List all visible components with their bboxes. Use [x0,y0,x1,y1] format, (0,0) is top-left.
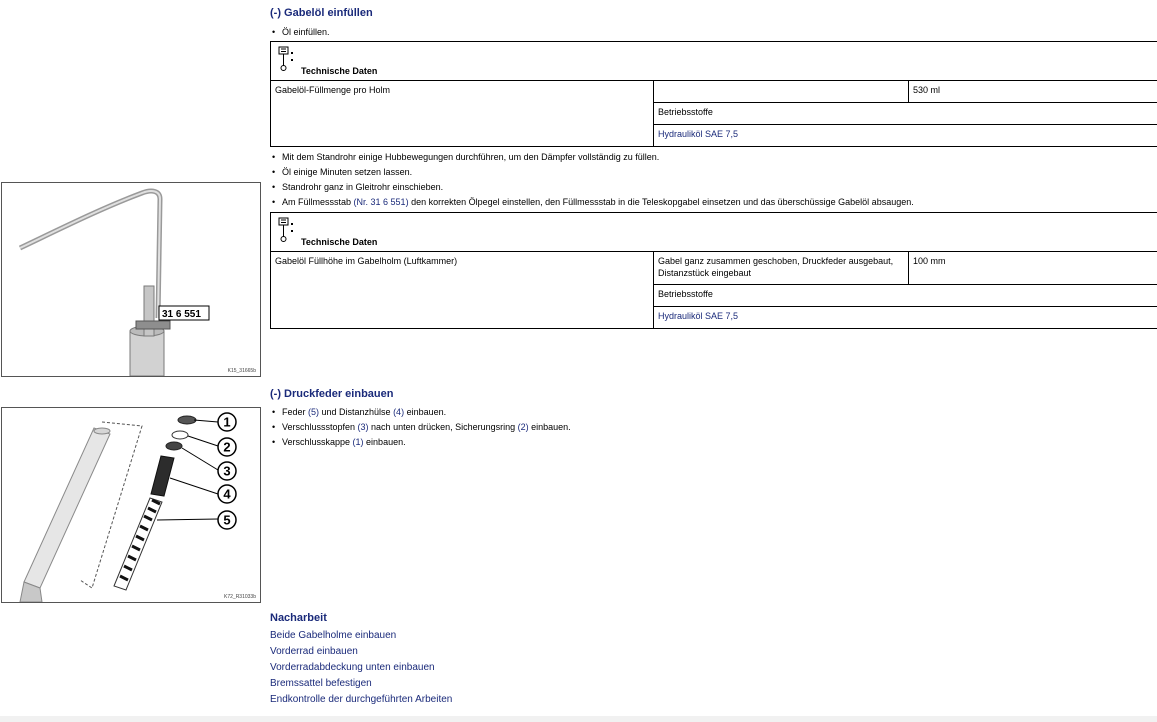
step-item: • Standrohr ganz in Gleitrohr einschieben. [270,180,1150,195]
section-title-gabeloel: (-) Gabelöl einfüllen [270,7,373,19]
step-item: • Mit dem Standrohr einige Hubbewegungen durchführen, um den Dämpfer vollständig zu füllen. [270,150,1150,165]
link-endkontrolle[interactable]: Endkontrolle der durchgeführten Arbeiten [270,694,453,705]
tech-data-table-2 [270,212,1157,329]
link-vorderrad[interactable]: Vorderrad einbauen [270,646,358,657]
nacharbeit-links [270,628,670,708]
step-item: • Öl einfüllen. [270,25,1150,40]
tech-data-table-1 [270,41,1157,147]
spec-betriebsstoffe: Betriebsstoffe [654,285,1157,307]
svg-text:3: 3 [223,463,231,479]
callout-3 [218,462,236,480]
svg-text:4: 4 [223,486,231,502]
fill-gauge-illustration [2,183,260,376]
spec-condition: Gabel ganz zusammen geschoben, Druckfeder ausgebaut, Distanzstück eingebaut [654,252,909,285]
svg-text:2: 2 [223,439,231,455]
nacharbeit-title: Nacharbeit [270,612,327,624]
spec-oil-link[interactable]: Hydrauliköl SAE 7,5 [654,125,1157,147]
figure-spring-assembly [1,407,261,603]
step-item: • Verschlussstopfen (3) nach unten drücken, Sicherungsring (2) einbauen. [270,420,1150,435]
callout-5 [218,511,236,529]
tech-data-header: Technische Daten [271,42,1157,81]
tool-reference-link[interactable]: (Nr. 31 6 551) [353,197,409,207]
step-list-3 [270,405,1150,450]
callout-4 [218,485,236,503]
tool-number-label: 31 6 551 [162,309,201,320]
svg-text:1: 1 [223,414,231,430]
spring-assembly-illustration [2,408,260,602]
step-item: • Verschlusskappe (1) einbauen. [270,435,1150,450]
measurement-icon [277,217,297,246]
spec-condition [654,81,909,103]
figure-code: K72_R31033b [224,594,256,600]
step-list-2 [270,150,1150,210]
figure-fill-gauge [1,182,261,377]
figure-code: K15_31665b [227,368,256,374]
step-list-1 [270,25,1150,40]
spec-value: 530 ml [909,81,1157,103]
tech-data-header: Technische Daten [271,213,1157,252]
spec-oil-link[interactable]: Hydrauliköl SAE 7,5 [654,307,1157,329]
bottom-bar [0,716,1157,722]
spec-betriebsstoffe: Betriebsstoffe [654,103,1157,125]
spec-label: Gabelöl-Füllmenge pro Holm [271,81,654,147]
step-item: • Öl einige Minuten setzen lassen. [270,165,1150,180]
step-item: • Feder (5) und Distanzhülse (4) einbauen. [270,405,1150,420]
spec-label: Gabelöl Füllhöhe im Gabelholm (Luftkammer) [271,252,654,329]
link-bremssattel[interactable]: Bremssattel befestigen [270,678,372,689]
measurement-icon [277,46,297,75]
link-beide-gabelholme[interactable]: Beide Gabelholme einbauen [270,630,397,641]
spec-value: 100 mm [909,252,1157,285]
step-item: • Am Füllmessstab (Nr. 31 6 551) den korrekten Ölpegel einstellen, den Füllmessstab in die Teleskopgabel einsetzen und das überschüssige Gabelöl absaugen. [270,195,1150,210]
section-title-druckfeder: (-) Druckfeder einbauen [270,388,394,400]
callout-2 [218,438,236,456]
link-vorderradabdeckung[interactable]: Vorderradabdeckung unten einbauen [270,662,435,673]
callout-1 [218,413,236,431]
svg-text:5: 5 [223,512,231,528]
